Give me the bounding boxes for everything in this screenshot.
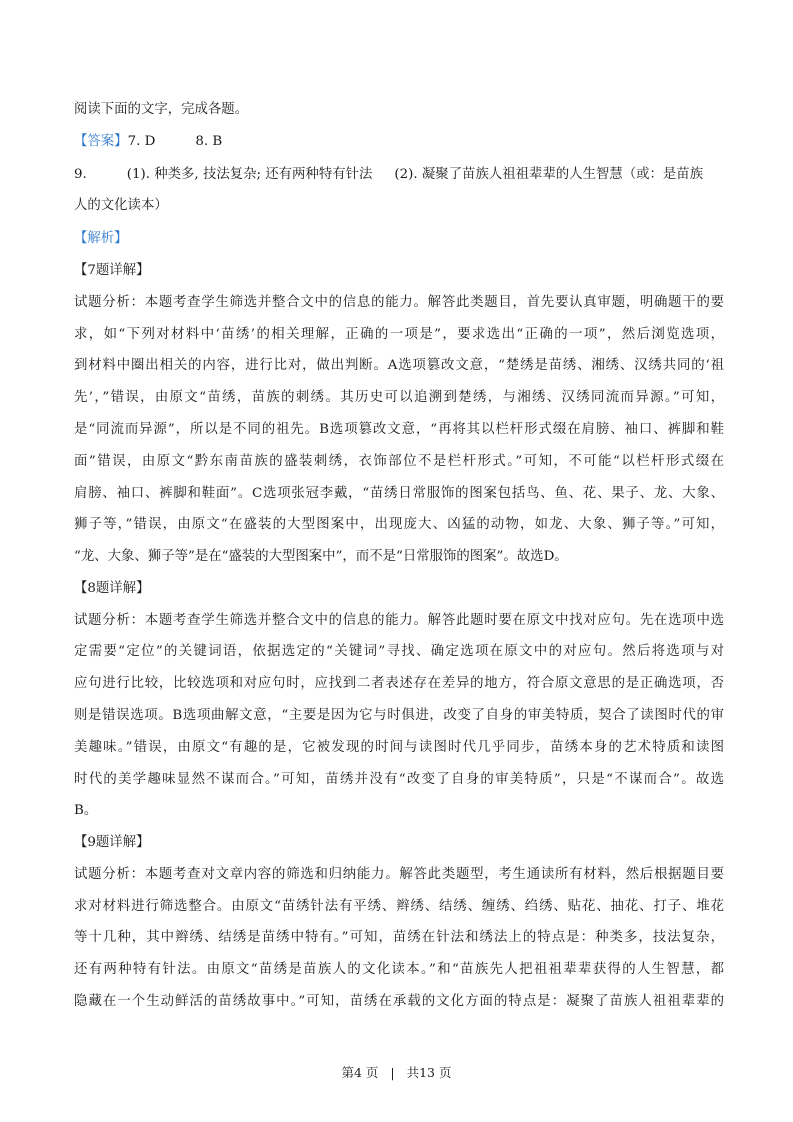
- q7-line: 面”错误，由原文“黔东南苗族的盛装刺绣，衣饰部位不是栏杆形式。”可知，不可能“以栏杆形式缀在: [74, 454, 724, 469]
- q8-heading: 【8题详解】: [74, 581, 150, 596]
- q9-line: 试题分析：本题考查对文章内容的筛选和归纳能力。解答此类题型，考生通读所有材料，然后根据题目要: [74, 867, 724, 882]
- q9-heading: 【9题详解】: [74, 835, 150, 850]
- q7-line: 到材料中圈出相关的内容，进行比对，做出判断。A选项篡改文意，“楚绣是苗绣、湘绣、汉绣共同的‘祖: [74, 358, 724, 373]
- answer-9-line: [74, 165, 724, 185]
- answer-9-number: 9.: [74, 167, 87, 182]
- q7-line: 狮子等，”错误，由原文“在盛装的大型图案中，出现庞大、凶猛的动物，如龙、大象、狮子等。”可知，: [74, 517, 724, 532]
- answer-line: [74, 132, 724, 152]
- answer-8: 8. B: [195, 134, 223, 149]
- analysis-tag: 【解析】: [74, 231, 128, 246]
- q9-line: 还有两种特有针法。由原文“苗绣是苗族人的文化读本。”和“苗族先人把祖祖辈辈获得的人生智慧，都: [74, 962, 724, 977]
- page-total: 共13 页: [406, 1065, 452, 1080]
- q7-line: 试题分析：本题考查学生筛选并整合文中的信息的能力。解答此类题目，首先要认真审题，明确题干的要: [74, 295, 724, 310]
- answer-9-part2: (2). 凝聚了苗族人祖祖辈辈的人生智慧（或：是苗族: [394, 167, 704, 182]
- answer-7: 7. D: [127, 134, 156, 149]
- q7-line: 肩膀、袖口、裤脚和鞋面”。C选项张冠李戴，“苗绣日常服饰的图案包括鸟、鱼、花、果子、龙、大象、: [74, 486, 724, 501]
- q8-line: B。: [74, 803, 98, 818]
- page-footer: [0, 1064, 793, 1082]
- footer-separator: |: [390, 1065, 395, 1080]
- q9-line: 求对材料进行筛选整合。由原文“苗绣针法有平绣、辫绣、结绣、缠绣、绉绣、贴花、抽花、打子、堆花: [74, 899, 724, 914]
- q7-line: “龙、大象、狮子等”是在“盛装的大型图案中”，而不是“日常服饰的图案”。故选D。: [74, 549, 568, 564]
- answer-tag: 【答案】: [74, 134, 128, 149]
- q9-line: 等十几种，其中辫绣、结绣是苗绣中特有。”可知，苗绣在针法和绣法上的特点是：种类多，技法复杂，: [74, 930, 724, 945]
- q8-line: 定需要“定位”的关键词语，依据选定的“关键词”寻找、确定选项在原文中的对应句。然后将选项与对: [74, 644, 724, 659]
- answer-9-continuation: 人的文化读本）: [74, 198, 168, 213]
- intro-text: 阅读下面的文字，完成各题。: [74, 102, 249, 117]
- q7-line: 是“同流而异源”，所以是不同的祖先。B选项篡改文意，“再将其以栏杆形式缀在肩膀、袖口、裤脚和鞋: [74, 422, 724, 437]
- q7-line: 先’，”错误，由原文“苗绣，苗族的刺绣。其历史可以追溯到楚绣，与湘绣、汉绣同流而异源。”可知，: [74, 390, 724, 405]
- q8-line: 美趣味。”错误，由原文“有趣的是，它被发现的时间与读图时代几乎同步，苗绣本身的艺术特质和读图: [74, 740, 724, 755]
- q8-line: 时代的美学趣味显然不谋而合。”可知，苗绣并没有“改变了自身的审美特质”，只是“不谋而合”。故选: [74, 772, 724, 787]
- q7-line: 求，如“下列对材料中‘苗绣’的相关理解，正确的一项是”，要求选出“正确的一项”，然后浏览选项，: [74, 327, 724, 342]
- answer-9-part1: (1). 种类多, 技法复杂; 还有两种特有针法: [126, 167, 373, 182]
- page-number: 第4 页: [341, 1065, 379, 1080]
- q9-line: 隐藏在一个生动鲜活的苗绣故事中。”可知，苗绣在承载的文化方面的特点是：凝聚了苗族人祖祖辈辈的: [74, 994, 724, 1009]
- q8-line: 则是错误选项。B选项曲解文意，“主要是因为它与时俱进，改变了自身的审美特质，契合了读图时代的审: [74, 708, 724, 723]
- q8-line: 试题分析：本题考查学生筛选并整合文中的信息的能力。解答此题时要在原文中找对应句。先在选项中选: [74, 613, 724, 628]
- q7-heading: 【7题详解】: [74, 263, 150, 278]
- q8-line: 应句进行比较，比较选项和对应句时，应找到二者表述存在差异的地方，符合原文意思的是正确选项，否: [74, 676, 724, 691]
